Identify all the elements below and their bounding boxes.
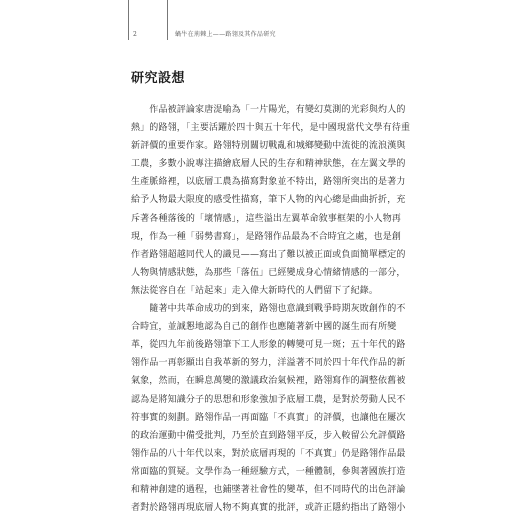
text-line: 隨著中共革命成功的到來，路翎也意識到戰爭時期灰敗創作的不 bbox=[131, 304, 406, 315]
text-line: 者對於路翎再現底層人物不夠真實的批評，或許正隱約指出了路翎小 bbox=[131, 503, 406, 514]
text-line: 熱」的路翎，「主要活躍於四十與五十年代，是中國現當代文學有待重 bbox=[131, 123, 411, 134]
text-line: 的政治運動中備受批判，乃至於直到路翎平反，步入較留公允評價路 bbox=[131, 430, 406, 441]
margin-rule-right bbox=[167, 0, 168, 40]
text-line: 新評價的重要作家。路翎特別關切戰亂和城鄉變動中流徙的流浪漢與 bbox=[131, 141, 406, 152]
text-line: 合時宜，並誠懇地認為自己的創作也應隨著新中國的誕生而有所變 bbox=[131, 322, 397, 333]
text-line: 翎作品一再彰顯出自我革新的努力，洋溢著不同於四十年代作品的新 bbox=[131, 358, 406, 369]
text-line: 生產脈絡裡，以底層工農為描寫對象並不特出，路翎所突出的是著力 bbox=[131, 177, 406, 188]
text-line: 作品被評論家唐湜喻為「一片陽光，有變幻莫測的光彩與灼人的 bbox=[131, 105, 406, 115]
page-number: 2 bbox=[133, 31, 137, 38]
text-line: 氣象，然而，在瞬息萬變的激議政治氣候裡，路翎寫作的調整依舊被 bbox=[131, 376, 406, 387]
text-line: 斥著各種落後的「壞情感」，這些溢出左翼革命敘事框架的小人物再 bbox=[131, 213, 402, 224]
body-text bbox=[131, 101, 411, 517]
text-line: 符事實的刻劃。路翎作品一再面臨「不真實」的評價，也讓他在屢次 bbox=[131, 412, 406, 423]
text-line: 認為是將知識分子的思想和形象強加予底層工農，是對於勞動人民不 bbox=[131, 394, 406, 405]
text-line: 工農，多數小說專注描繪底層人民的生存和精神狀態，在左翼文學的 bbox=[131, 159, 406, 170]
running-title: 蝸牛在荊棘上——路翎及其作品研究 bbox=[175, 31, 276, 38]
text-line: 人物與情感狀態，為那些「落伍」已經變成身心情緒情感的一部分， bbox=[131, 267, 406, 278]
text-line: 革，從四九年前後路翎筆下工人形象的轉變可見一斑；五十年代的路 bbox=[131, 340, 406, 351]
text-line: 給予人物最大限度的感受性描寫，筆下人物的內心總是曲曲折折，充 bbox=[131, 195, 406, 206]
text-line: 和精神創建的過程，也鋪墜著社會性的變革，但不同時代的出色評論 bbox=[131, 484, 406, 495]
text-line: 常面臨的質疑。文學作為一種經驗方式，一種體制，參與著國族打造 bbox=[131, 466, 406, 477]
section-title: 研究設想 bbox=[131, 71, 186, 86]
margin-rule-left bbox=[128, 0, 129, 40]
text-line: 現，作為一種「弱勢書寫」，是路翎作品最為不合時宜之處，也是創 bbox=[131, 231, 402, 242]
text-line: 無法從容自在「站起來」走入偉大新時代的人們留下了紀錄。 bbox=[131, 285, 379, 296]
text-line: 翎作品的八十年代以來，對於底層再現的「不真實」仍是路翎作品最 bbox=[131, 448, 406, 459]
text-line: 作者路翎超越同代人的識見——寫出了難以被正面或負面簡單標定的 bbox=[131, 249, 406, 260]
